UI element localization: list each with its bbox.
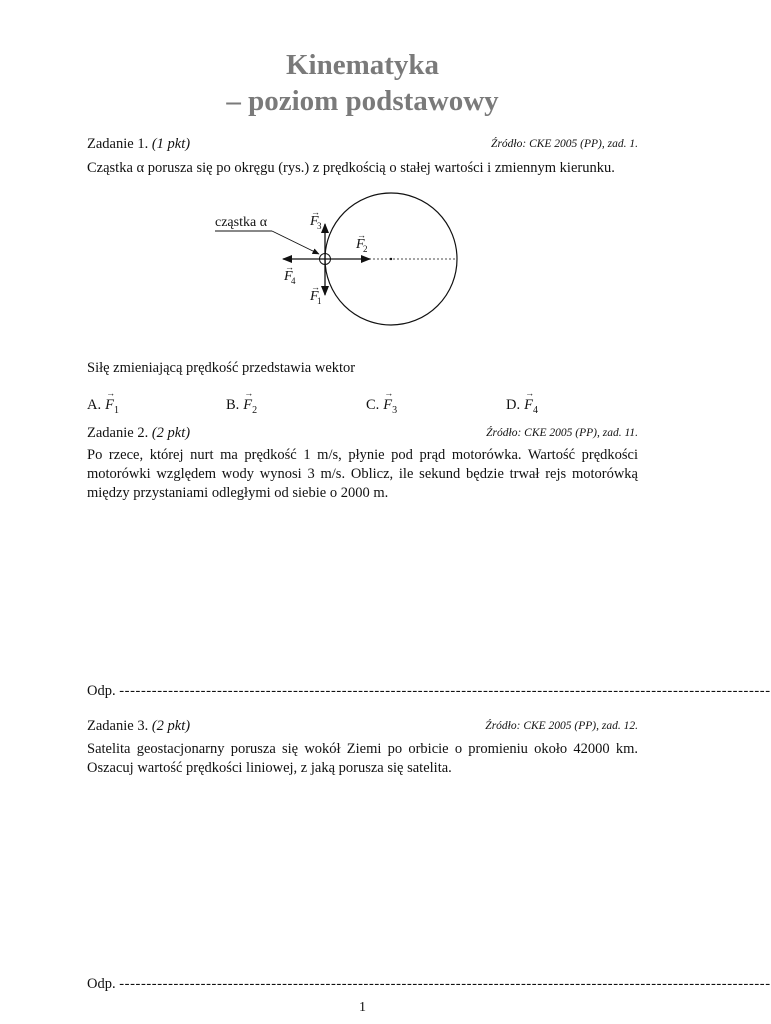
task3-source: Źródło: CKE 2005 (PP), zad. 12. xyxy=(485,720,638,732)
task1-label: Zadanie 1. xyxy=(87,136,149,152)
svg-text:F: F xyxy=(310,214,319,229)
label-f4 xyxy=(283,262,296,286)
task1-question: Siłę zmieniającą prędkość przedstawia wektor xyxy=(87,360,356,376)
task2-label: Zadanie 2. xyxy=(87,425,149,441)
label-f1 xyxy=(309,282,322,306)
task1-source: Źródło: CKE 2005 (PP), zad. 1. xyxy=(491,138,638,150)
task3-answer-label: Odp. xyxy=(87,976,116,992)
svg-text:→: → xyxy=(357,230,366,240)
task3-text: Satelita geostacjonarny porusza się wokół Ziemi po orbicie o promieniu około 42000 km. Oszacuj wartość prędkości liniowej, z jaką porusza się satelita. xyxy=(87,741,638,776)
task2-answer-line[interactable]: Odp. ------------------------------------------------------------------------------------------------------------------------ xyxy=(87,683,771,699)
task2-answer-label: Odp. xyxy=(87,683,116,699)
label-f2 xyxy=(355,230,368,254)
svg-text:→: → xyxy=(285,262,294,272)
svg-text:1: 1 xyxy=(317,296,322,306)
task1-points: (1 pkt) xyxy=(151,136,191,152)
particle-label: cząstka α xyxy=(215,215,268,230)
option-c: C. → $F_3$ xyxy=(366,388,398,416)
task3-points: (2 pkt) xyxy=(151,718,191,734)
option-d: D. → $F_4$ xyxy=(506,388,538,416)
particle-circle xyxy=(320,254,331,265)
center-dot xyxy=(390,258,392,260)
svg-text:→: → xyxy=(311,282,320,292)
svg-text:F: F xyxy=(310,289,319,304)
svg-text:4: 4 xyxy=(291,276,296,286)
option-a: A. → $F_1$ xyxy=(87,388,119,416)
svg-text:F: F xyxy=(284,269,293,284)
task3-label: Zadanie 3. xyxy=(87,718,149,734)
svg-text:2: 2 xyxy=(363,244,368,254)
svg-text:3: 3 xyxy=(317,221,322,231)
page-number: 1 xyxy=(359,1000,366,1015)
task2-source: Źródło: CKE 2005 (PP), zad. 11. xyxy=(486,427,638,439)
page-subtitle: – poziom podstawowy xyxy=(226,85,499,117)
task1-text: Cząstka α porusza się po okręgu (rys.) z prędkością o stałej wartości i zmiennym kierunku. xyxy=(87,160,615,176)
svg-text:F: F xyxy=(356,237,365,252)
svg-text:→: → xyxy=(311,207,320,217)
task2-text: Po rzece, której nurt ma prędkość 1 m/s, płynie pod prąd motorówka. Wartość prędkości motorówki względem wody wynosi 3 m/s. Oblicz, ile sekund będzie trwał rejs motorówką między przystaniami odległymi od siebie o 2000 m. xyxy=(87,447,638,501)
page-title: Kinematyka xyxy=(285,49,440,81)
task3-answer-line[interactable]: Odp. ------------------------------------------------------------------------------------------------------------------------ xyxy=(87,976,771,992)
task2-points: (2 pkt) xyxy=(151,425,191,441)
option-b: B. → $F_2$ xyxy=(226,388,258,416)
orbit-circle xyxy=(325,193,457,325)
label-pointer xyxy=(272,231,319,254)
label-f3 xyxy=(309,207,322,231)
